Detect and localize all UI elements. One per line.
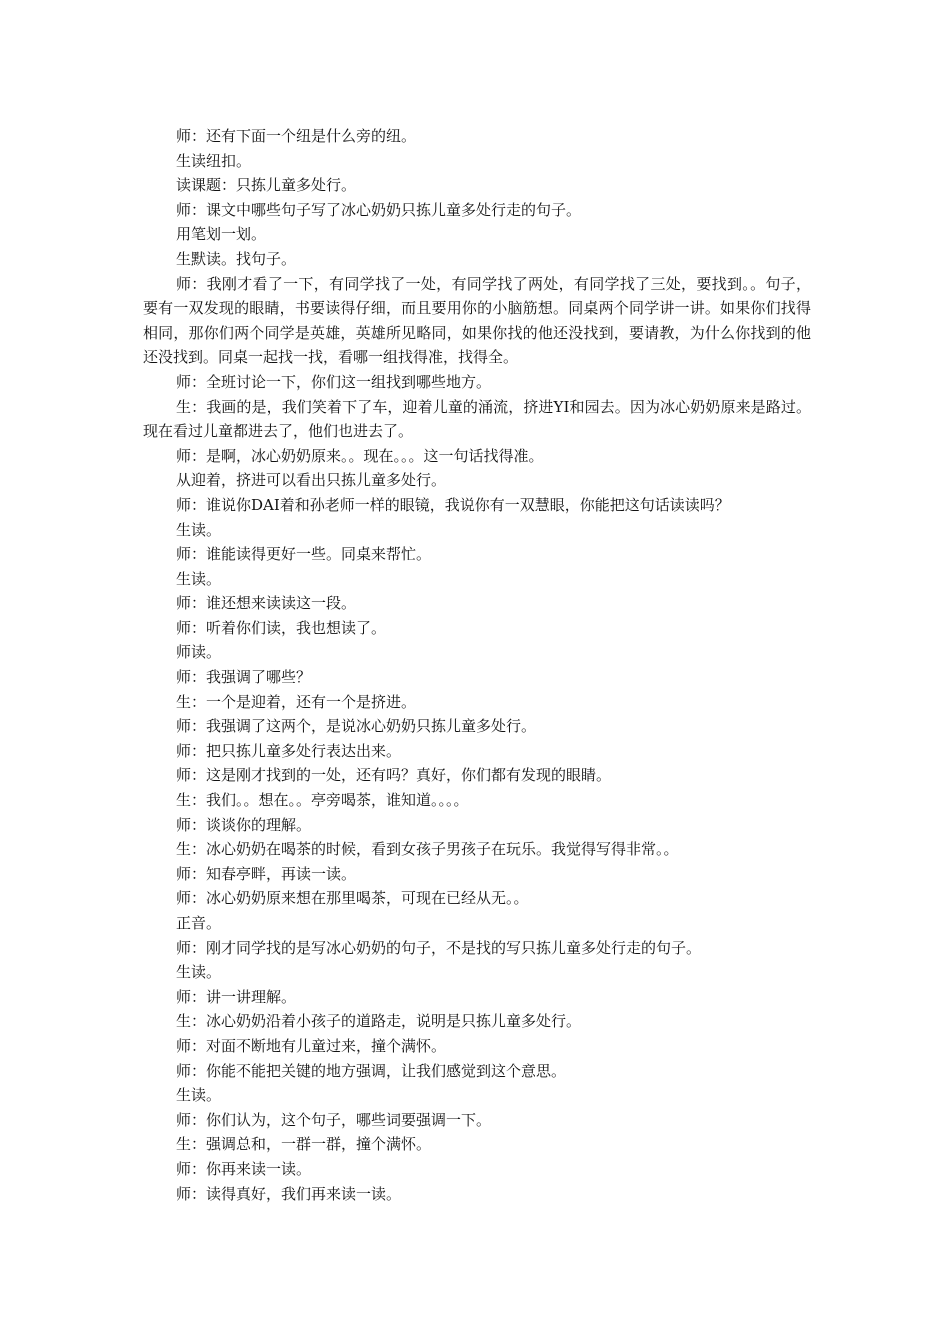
paragraph: 生默读。找句子。	[176, 249, 297, 268]
paragraph: 生读。	[176, 963, 222, 982]
paragraph: 生读纽扣。	[176, 151, 252, 170]
paragraph: 生：我画的是，我们笑着下了车，迎着儿童的涌流，挤进YI和园去。因为冰心奶奶原来是路过。现在看过儿童都进去了，他们也进去了。	[143, 397, 811, 441]
paragraph: 师：我刚才看了一下，有同学找了一处，有同学找了两处，有同学找了三处，要找到。。句子，要有一双发现的眼睛，书要读得仔细，而且要用你的小脑筋想。同桌两个同学讲一讲。如果你们找得相同，那你们两个同学是英雄，英雄所见略同，如果你找的他还没找到，要请教，为什么你找到的他还没找到。同桌一起找一找，看哪一组找得准，找得全。	[143, 274, 811, 367]
paragraph: 从迎着，挤进可以看出只拣儿童多处行。	[176, 471, 447, 490]
paragraph: 生读。	[176, 1086, 222, 1105]
paragraph: 师：冰心奶奶原来想在那里喝茶，可现在已经从无。。	[176, 889, 529, 908]
paragraph: 师：你们认为，这个句子，哪些词要强调一下。	[176, 1110, 492, 1129]
paragraph: 读课题：只拣儿童多处行。	[176, 176, 357, 195]
paragraph: 生：冰心奶奶沿着小孩子的道路走，说明是只拣儿童多处行。	[176, 1012, 582, 1031]
paragraph: 生：强调总和，一群一群，撞个满怀。	[176, 1135, 432, 1154]
paragraph: 师：我强调了这两个，是说冰心奶奶只拣儿童多处行。	[176, 717, 537, 736]
paragraph: 师：你再来读一读。	[176, 1159, 312, 1178]
document-body	[143, 124, 811, 1206]
paragraph: 师：对面不断地有儿童过来，撞个满怀。	[176, 1036, 447, 1055]
paragraph: 生读。	[176, 569, 222, 588]
paragraph: 师：谁能读得更好一些。同桌来帮忙。	[176, 545, 432, 564]
paragraph: 师：是啊，冰心奶奶原来。。现在。。。这一句话找得准。	[176, 446, 544, 465]
paragraph: 师读。	[176, 643, 222, 662]
paragraph: 师：刚才同学找的是写冰心奶奶的句子，不是找的写只拣儿童多处行走的句子。	[176, 938, 702, 957]
paragraph: 生：我们。。想在。。亭旁喝茶，谁知道。。。。	[176, 791, 469, 810]
paragraph: 师：读得真好，我们再来读一读。	[176, 1184, 402, 1203]
paragraph: 师：我强调了哪些？	[176, 668, 312, 687]
paragraph: 生读。	[176, 520, 222, 539]
paragraph: 师：谈谈你的理解。	[176, 815, 312, 834]
paragraph: 师：这是刚才找到的一处，还有吗？真好，你们都有发现的眼睛。	[176, 766, 612, 785]
paragraph: 师：听着你们读，我也想读了。	[176, 618, 387, 637]
paragraph: 师：谁说你DAI着和孙老师一样的眼镜，我说你有一双慧眼，你能把这句话读读吗？	[176, 495, 730, 514]
paragraph: 生：一个是迎着，还有一个是挤进。	[176, 692, 417, 711]
paragraph: 师：知春亭畔，再读一读。	[176, 864, 357, 883]
paragraph: 师：还有下面一个纽是什么旁的纽。	[176, 127, 417, 145]
paragraph: 师：谁还想来读读这一段。	[176, 594, 357, 613]
paragraph: 师：课文中哪些句子写了冰心奶奶只拣儿童多处行走的句子。	[176, 200, 582, 219]
paragraph: 师：全班讨论一下，你们这一组找到哪些地方。	[176, 372, 492, 391]
paragraph: 师：你能不能把关键的地方强调，让我们感觉到这个意思。	[176, 1061, 567, 1080]
paragraph: 师：把只拣儿童多处行表达出来。	[176, 741, 402, 760]
paragraph: 正音。	[176, 914, 222, 932]
paragraph: 用笔划一划。	[176, 225, 267, 244]
paragraph: 生：冰心奶奶在喝茶的时候，看到女孩子男孩子在玩乐。我觉得写得非常。。	[176, 840, 679, 859]
paragraph: 师：讲一讲理解。	[176, 987, 297, 1006]
